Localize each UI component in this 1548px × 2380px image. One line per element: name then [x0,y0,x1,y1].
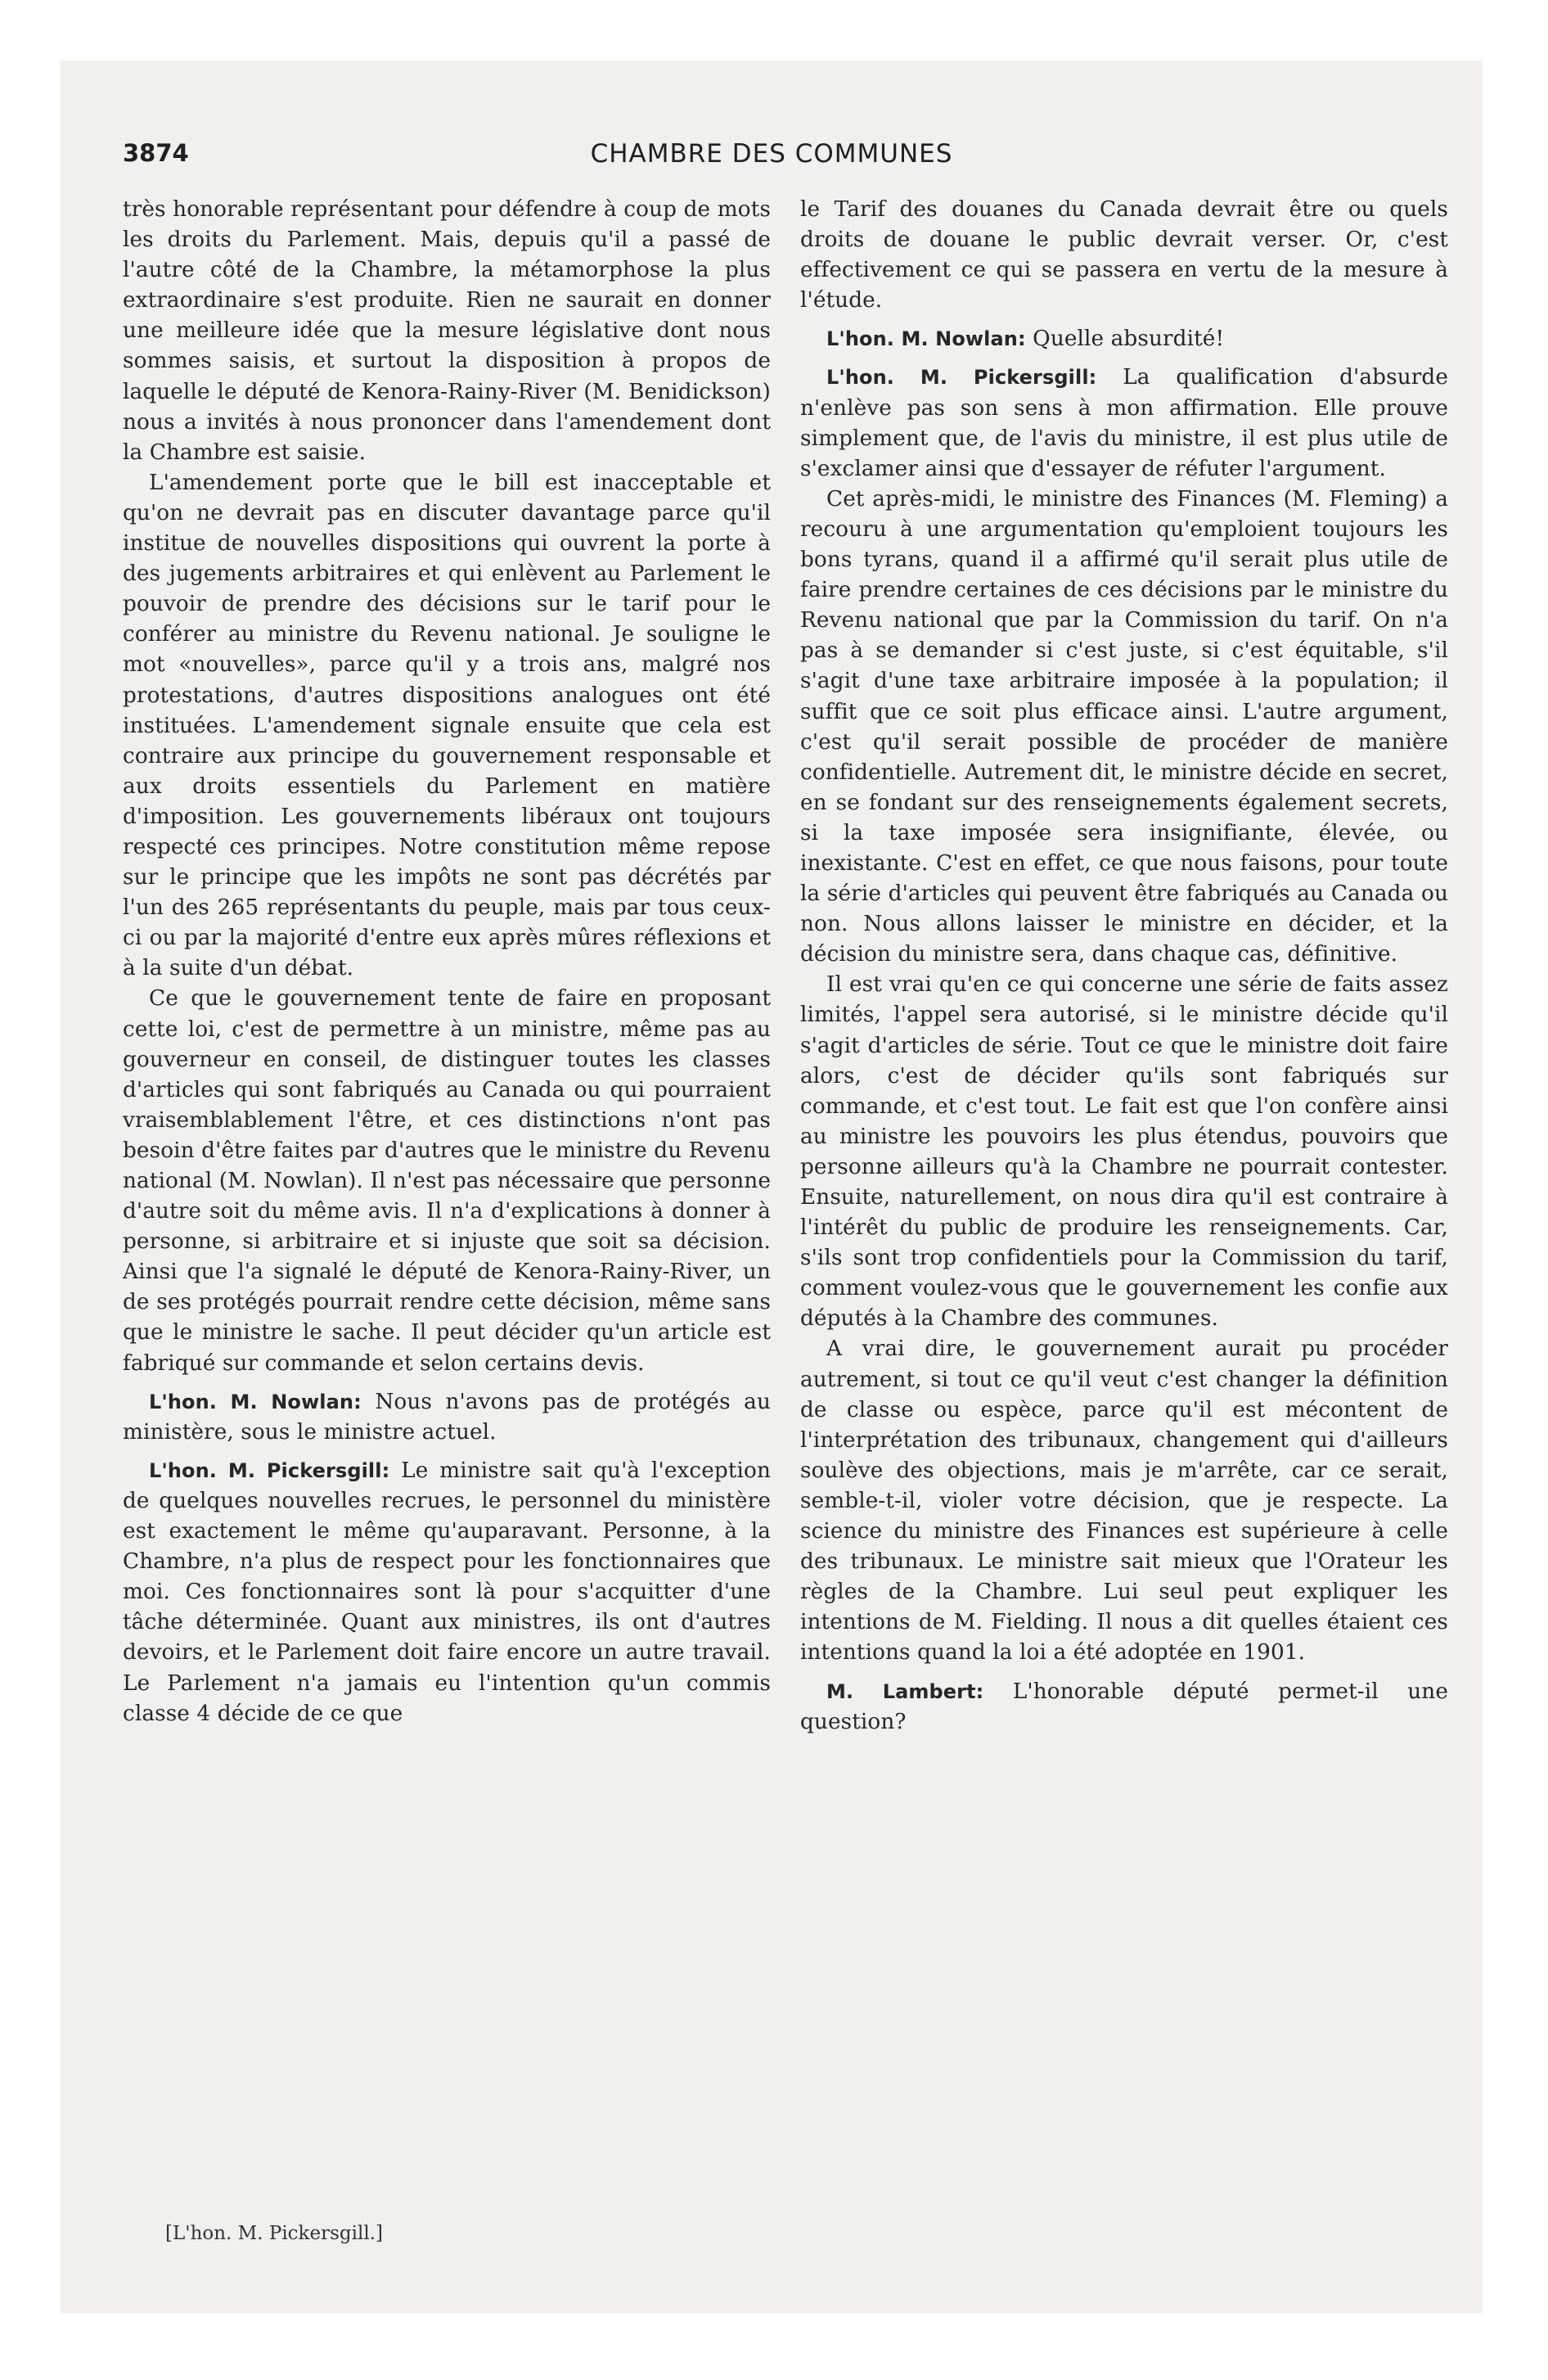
paragraph-text: très honorable représentant pour défendre à coup de mots les droits du Parlement. Mais, depuis qu'il a passé de l'autre côté de la Chambre, la métamorphose la plus extraordinaire s'est produite. Rien ne saurait en donner une meilleure idée que la mesure législative dont nous sommes saisis, et surtout la disposition à propos de laquelle le député de Kenora-Rainy-River (M. Benidickson) nous a invités à nous prononcer dans l'amendement dont la Chambre est saisie. [123,197,771,465]
paragraph [800,970,1448,1334]
speech-paragraph [800,324,1448,354]
speaker-name: L'hon. M. Nowlan: [149,1390,362,1413]
paragraph-text: L'amendement porte que le bill est inacceptable et qu'on ne devrait pas en discuter davantage parce qu'il institue de nouvelles dispositions qui ouvrent la porte à des jugements arbitraires et qui enlèvent au Parlement le pouvoir de prendre des décisions sur le tarif pour le conférer au ministre du Revenu national. Je souligne le mot «nouvelles», parce qu'il y a trois ans, malgré nos protestations, d'autres dispositions analogues ont été instituées. L'amendement signale ensuite que cela est contraire aux principe du gouvernement responsable et aux droits essentiels du Parlement en matière d'imposition. Les gouvernements libéraux ont toujours respecté ces principes. Notre constitution même repose sur le principe que les impôts ne sont pas décrétés par l'un des 265 représentants du peuple, mais par tous ceux-ci ou par la majorité d'entre eux après mûres réflexions et à la suite d'un débat. [123,470,771,981]
scanned-page [61,61,1483,2313]
paragraph-text: Cet après-midi, le ministre des Finances (M. Fleming) a recouru à une argumentation qu'emploient toujours les bons tyrans, quand il a affirmé qu'il serait plus utile de faire prendre certaines de ces décisions par le ministre du Revenu national que par la Commission du tarif. On n'a pas à se demander si c'est juste, si c'est équitable, s'il s'agit d'une taxe arbitraire imposée à la population; il suffit que ce soit plus efficace ainsi. L'autre argument, c'est qu'il serait possible de procéder de manière confidentielle. Autrement dit, le ministre décide en secret, en se fondant sur des renseignements également secrets, si la taxe imposée sera insignifiante, élevée, ou inexistante. C'est en effet, ce que nous faisons, pour toute la série d'articles qui peuvent être fabriqués au Canada ou non. Nous allons laisser le ministre en décider, et la décision du ministre sera, dans chaque cas, définitive. [800,486,1448,967]
speaker-name: L'hon. M. Pickersgill: [826,366,1097,390]
footer-speaker-note: [L'hon. M. Pickersgill.] [165,2223,383,2244]
speech-paragraph [800,363,1448,484]
paragraph-text: Ce que le gouvernement tente de faire en proposant cette loi, c'est de permettre à un ministre, même pas au gouverneur en conseil, de distinguer toutes les classes d'articles qui sont fabriqués au Canada ou qui pourraient vraisemblablement l'être, et ces distinctions n'ont pas besoin d'être faites par d'autres que le ministre du Revenu national (M. Nowlan). Il n'est pas nécessaire que personne d'autre soit du même avis. Il n'a d'explications à donner à personne, si arbitraire et si injuste que soit sa décision. Ainsi que l'a signalé le député de Kenora-Rainy-River, un de ses protégés pourrait rendre cette décision, même sans que le ministre le sache. Il peut décider qu'un article est fabriqué sur commande et selon certains devis. [123,986,771,1376]
speech-text: Le ministre sait qu'à l'exception de quelques nouvelles recrues, le personnel du ministère est exactement le même qu'auparavant. Personne, à la Chambre, n'a plus de respect pour les fonctionnaires que moi. Ces fonctionnaires sont là pour s'acquitter d'une tâche déterminée. Quant aux ministres, ils ont d'autres devoirs, et le Parlement doit faire encore un autre travail. Le Parlement n'a jamais eu l'intention qu'un commis classe 4 décide de ce que [123,1458,772,1726]
speech-text: Quelle absurdité! [1033,327,1225,352]
running-title: CHAMBRE DES COMMUNES [590,139,953,169]
paragraph [800,195,1448,316]
speech-text: La qualification d'absurde n'enlève pas son sens à mon affirmation. Elle prouve simplement que, de l'avis du ministre, il est plus utile de s'exclamer ainsi que d'essayer de réfuter l'argument. [800,365,1448,481]
page-number: 3874 [123,139,189,167]
paragraph [800,485,1448,971]
speech-text: Nous n'avons pas de protégés au ministère, sous le ministre actuel. [123,1389,771,1445]
page-header [123,139,1420,180]
paragraph [123,468,771,985]
speaker-name: M. Lambert: [826,1679,984,1703]
right-column [800,195,1448,1738]
speaker-name: L'hon. M. Nowlan: [826,327,1026,351]
left-column [123,195,771,1729]
paragraph [800,1334,1448,1668]
speech-text: L'honorable député permet-il une question? [800,1679,1448,1734]
paragraph-text: A vrai dire, le gouvernement aurait pu procéder autrement, si tout ce qu'il veut c'est changer la définition de classe ou espèce, parce qu'il est mécontent de l'interprétation des tribunaux, changement qui d'ailleurs soulève des objections, mais je m'arrête, car ce serait, semble-t-il, violer votre décision, que je respecte. La science du ministre des Finances est supérieure à celle des tribunaux. Le ministre sait mieux que l'Orateur les règles de la Chambre. Lui seul peut expliquer les intentions de M. Fielding. Il nous a dit quelles étaient ces intentions quand la loi a été adoptée en 1901. [800,1336,1448,1666]
paragraph [123,195,771,468]
speaker-name: L'hon. M. Pickersgill: [149,1458,390,1482]
paragraph-text: Il est vrai qu'en ce qui concerne une série de faits assez limités, l'appel sera autorisé, si le ministre décide qu'il s'agit d'articles de série. Tout ce que le ministre doit faire alors, c'est de décider qu'ils sont fabriqués sur commande, et c'est tout. Le fait est que l'on confère ainsi au ministre les pouvoirs les plus étendus, pouvoirs que personne ailleurs qu'à la Chambre ne pourrait contester. Ensuite, naturellement, on nous dira qu'il est contraire à l'intérêt du public de produire les renseignements. Car, s'ils sont trop confidentiels pour la Commission du tarif, comment voulez-vous que le gouvernement les confie aux députés à la Chambre des communes. [800,972,1448,1332]
paragraph-text: le Tarif des douanes du Canada devrait être ou quels droits de douane le public devrait verser. Or, c'est effectivement ce qui se passera en vertu de la mesure à l'étude. [800,197,1448,313]
speech-paragraph [123,1387,771,1448]
paragraph [123,984,771,1378]
speech-paragraph [123,1456,771,1729]
speech-paragraph [800,1677,1448,1738]
